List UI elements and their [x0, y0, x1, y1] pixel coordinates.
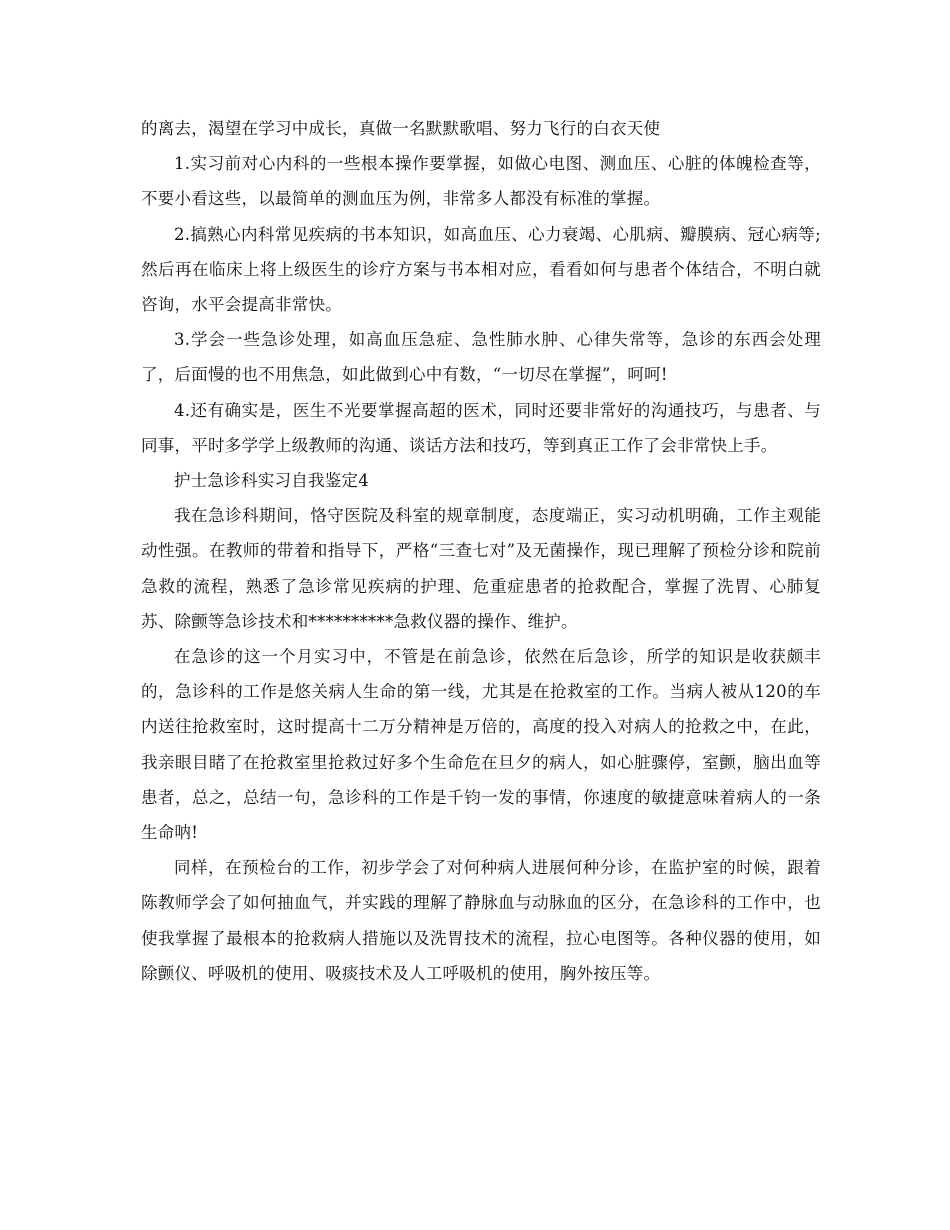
paragraph: 4.还有确实是，医生不光要掌握高超的医术，同时还要非常好的沟通技巧，与患者、与同事，平时多学学上级教师的沟通、谈话方法和技巧，等到真正工作了会非常快上手。: [141, 400, 821, 455]
paragraph: 同样，在预检台的工作，初步学会了对何种病人进展何种分诊，在监护室的时候，跟着陈教师学会了如何抽血气，并实践的理解了静脉血与动脉血的区分，在急诊科的工作中，也使我掌握了最根本的抢救病人措施以及洗胃技术的流程，拉心电图等。各种仪器的使用，如除颤仪、呼吸机的使用、吸痰技术及人工呼吸机的使用，胸外按压等。: [141, 858, 821, 983]
paragraph: 我在急诊科期间，恪守医院及科室的规章制度，态度端正，实习动机明确，工作主观能动性强。在教师的带着和指导下，严格“三查七对”及无菌操作，现已理解了预检分诊和院前急救的流程，熟悉了急诊常见疾病的护理、危重症患者的抢救配合，掌握了洗胃、心肺复苏、除颤等急诊技术和**********急救仪器的操作、维护。: [141, 506, 821, 631]
paragraph: 的离去，渴望在学习中成长，真做一名默默歌唱、努力飞行的白衣天使: [141, 119, 661, 138]
paragraph: 3.学会一些急诊处理，如高血压急症、急性肺水肿、心律失常等，急诊的东西会处理了，后面慢的也不用焦急，如此做到心中有数，“一切尽在掌握”，呵呵!: [141, 330, 821, 385]
document-body: [141, 111, 821, 991]
paragraph: 在急诊的这一个月实习中，不管是在前急诊，依然在后急诊，所学的知识是收获颇丰的，急诊科的工作是悠关病人生命的第一线，尤其是在抢救室的工作。当病人被从120的车内送往抢救室时，这时提高十二万分精神是万倍的，高度的投入对病人的抢救之中，在此，我亲眼目睹了在抢救室里抢救过好多个生命危在旦夕的病人，如心脏骤停，室颤，脑出血等患者，总之，总结一句，急诊科的工作是千钧一发的事情，你速度的敏捷意味着病人的一条生命呐!: [141, 647, 821, 843]
section-heading: 护士急诊科实习自我鉴定4: [174, 471, 369, 491]
paragraph: 2.搞熟心内科常见疾病的书本知识，如高血压、心力衰竭、心肌病、瓣膜病、冠心病等;然后再在临床上将上级医生的诊疗方案与书本相对应，看看如何与患者个体结合，不明白就咨询，水平会提高非常快。: [141, 224, 821, 315]
paragraph: 1.实习前对心内科的一些根本操作要掌握，如做心电图、测血压、心脏的体魄检查等，不要小看这些，以最简单的测血压为例，非常多人都没有标准的掌握。: [141, 154, 821, 209]
